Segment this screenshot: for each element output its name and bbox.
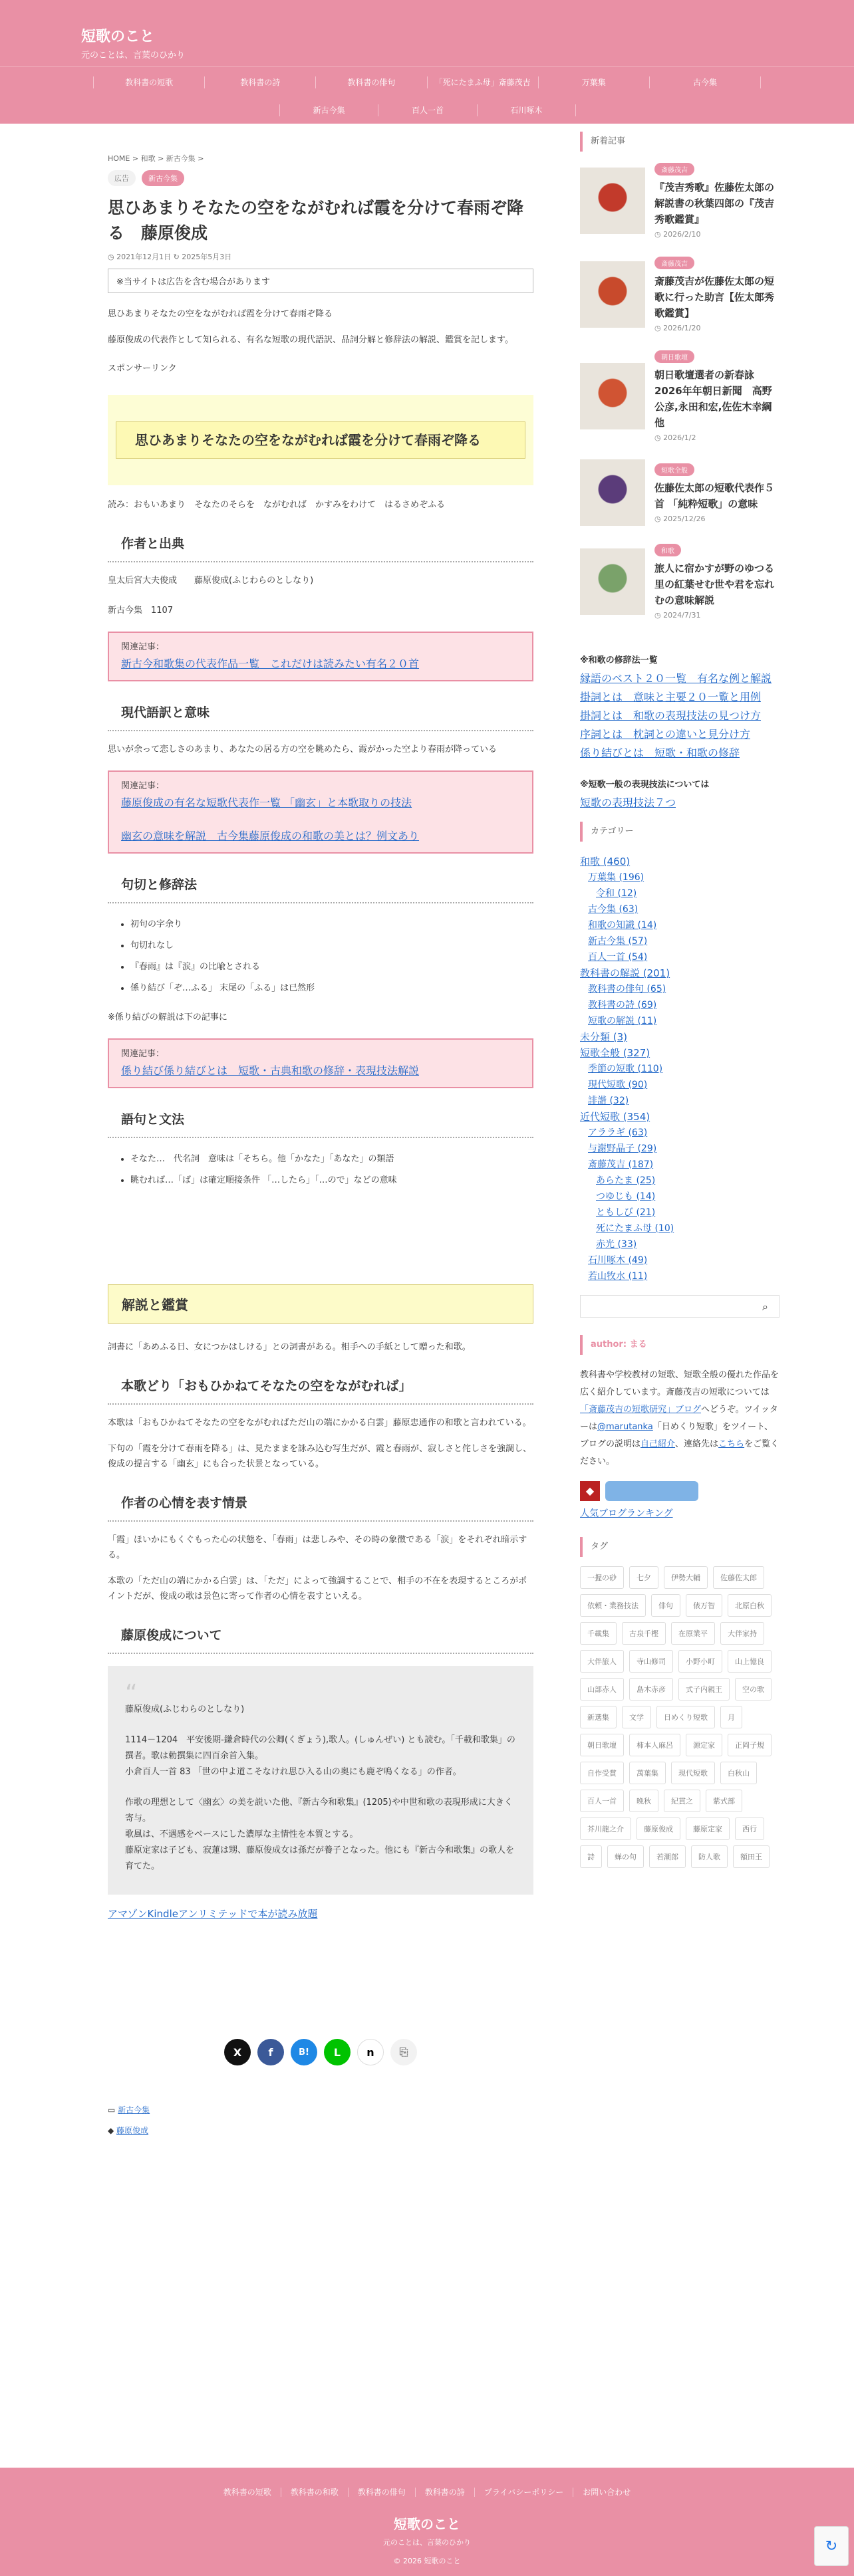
intro-poem: 思ひあまりそなたの空をながむれば霞を分けて春雨ぞ降る <box>108 309 333 319</box>
tag-link[interactable]: 額田王 <box>733 1845 770 1868</box>
technique-note: ※係り結びの解説は下の記事に <box>108 1012 227 1022</box>
tag-link[interactable]: 月 <box>720 1706 742 1728</box>
tag-link[interactable]: 現代短歌 <box>671 1762 715 1784</box>
related-label: 関連記事： <box>121 1049 165 1059</box>
feeling-text-1: 「霞」ほいかにもくぐもった心の状態を、「春雨」は悲しみや、その時の象徴である「涙」をそれぞれ暗示する。 <box>108 1535 527 1560</box>
footer-link[interactable]: 教科書の短歌 <box>223 2488 271 2497</box>
tag-link[interactable]: 詩 <box>580 1845 602 1868</box>
tag-link[interactable]: 依頼・業務技法 <box>580 1594 646 1617</box>
category-link[interactable]: 古今集 (63) <box>588 904 639 915</box>
post-thumbnail[interactable] <box>580 459 645 526</box>
tech-link[interactable]: 序詞とは 枕詞との違いと見分け方 <box>580 728 751 741</box>
bio-line: 作歌の理想として〈幽玄〉の美を説いた他、『新古今和歌集』(1205)や中世和歌の表現形成に大きく寄与。 <box>125 1798 513 1823</box>
tag-link[interactable]: 山部赤人 <box>580 1678 624 1700</box>
tag-link[interactable]: 蝉の句 <box>607 1845 644 1868</box>
category-link[interactable]: 教科書の解説 (201) <box>580 967 670 979</box>
category-link[interactable]: 赤光 (33) <box>596 1239 637 1250</box>
tech-links <box>580 669 780 762</box>
category-link[interactable]: 新古今集 (57) <box>588 936 648 947</box>
category-link[interactable]: つゆじも (14) <box>596 1191 656 1202</box>
tech-heading: ※和歌の修辞法一覧 <box>580 655 658 665</box>
related-link[interactable]: 藤原俊成の有名な短歌代表作一覧 「幽玄」と本歌取りの技法 <box>121 796 412 809</box>
twitter-link[interactable]: @marutanka <box>597 1422 653 1432</box>
author-text: 「日めくり短歌」をツイート、ブログの説明は <box>580 1422 773 1449</box>
heading-feelings: 作者の心情を表す情景 <box>108 1488 533 1522</box>
nav-item[interactable]: 教科書の短歌 <box>93 76 204 88</box>
tag-link[interactable]: 在原業平 <box>671 1622 715 1645</box>
commentary-text: 詞書に「あめふる日、女につかはしける」との詞書がある。相手への手紙として贈った和歌。 <box>108 1342 471 1352</box>
heading-grammar: 語句と文法 <box>108 1104 533 1138</box>
honka-text-2: 下句の「霞を分けて春雨を降る」は、見たままを詠み込む写生だが、霞と春雨が、寂しさと侘しさを強調し、俊成の提言する「幽玄」にも合った状景となっている。 <box>108 1444 532 1469</box>
ranking-banners <box>580 1481 780 1501</box>
post-tag <box>108 2123 533 2139</box>
heading-honkadori: 本歌どり「おもひかねてそなたの空をながむれば」 <box>108 1371 533 1405</box>
category-link[interactable]: アララギ (63) <box>588 1127 648 1138</box>
source-line: 新古今集 1107 <box>108 606 174 616</box>
tag-link[interactable]: 若潮郎 <box>649 1845 686 1868</box>
tag-link[interactable]: 藤原定家 <box>686 1817 730 1840</box>
related-link[interactable]: 係り結び係り結びとは 短歌・古典和歌の修辞・表現技法解説 <box>121 1064 420 1077</box>
tech-link[interactable]: 掛詞とは 和歌の表現技法の見つけ方 <box>580 709 762 722</box>
tag-link[interactable]: 北原白秋 <box>728 1594 772 1617</box>
footer-link[interactable]: 教科書の詩 <box>415 2488 474 2497</box>
search-input[interactable] <box>580 1295 780 1318</box>
post-text <box>654 162 780 239</box>
site-header <box>0 0 854 66</box>
ranking-banner[interactable] <box>605 1481 698 1501</box>
category-link[interactable]: あらたま (25) <box>596 1175 656 1186</box>
category-link[interactable]: 石川啄木 (49) <box>588 1255 648 1266</box>
author-profile <box>580 1367 780 1470</box>
footer-link[interactable]: 教科書の俳句 <box>348 2488 415 2497</box>
tech-link[interactable]: 縁語のベスト２０一覧 有名な例と解説 <box>580 672 772 685</box>
tag-link[interactable]: 新選集 <box>580 1706 617 1728</box>
tag-link[interactable]: 日めくり短歌 <box>656 1706 715 1728</box>
about-link[interactable]: 自己紹介 <box>640 1439 676 1449</box>
global-nav <box>0 66 854 124</box>
tag-link[interactable]: 山上憶良 <box>728 1650 772 1673</box>
related-box-2 <box>108 770 533 854</box>
post-text <box>654 543 780 620</box>
category-link[interactable]: 和歌の知識 (14) <box>588 920 657 931</box>
post-date: ◷ 2026/1/2 <box>654 433 696 442</box>
footer-link[interactable]: 教科書の和歌 <box>281 2488 348 2497</box>
tech-link[interactable]: 掛詞とは 意味と主要２０一覧と用例 <box>580 691 762 703</box>
list-item: • 係り結び「ぞ…ふる」 末尾の「ふる」は已然形 <box>130 978 533 999</box>
post-text <box>654 350 780 442</box>
new-post-item[interactable] <box>580 543 780 620</box>
tag-link[interactable]: 防人歌 <box>691 1845 728 1868</box>
nav-item[interactable]: 新古今集 <box>279 104 378 116</box>
tag-link[interactable]: 伊勢大輔 <box>664 1566 708 1589</box>
tag-link[interactable]: 佐藤佐太郎 <box>713 1566 764 1589</box>
heading-translation: 現代語訳と意味 <box>108 697 533 731</box>
tag-link[interactable]: 小野小町 <box>678 1650 722 1673</box>
bio-line: 藤原定家は子ども、寂蓮は甥、藤原俊成女は孫だが養子となった。他にも『新古今和歌集』の歌人を育てた。 <box>125 1845 515 1871</box>
category-ad: 広告 <box>108 170 136 186</box>
tag-link[interactable]: 式子内親王 <box>678 1678 730 1700</box>
tag-link[interactable]: 朝日歌壇 <box>580 1734 624 1756</box>
category-link[interactable]: 死にたまふ母 (10) <box>596 1223 674 1234</box>
post-category-link[interactable]: 新古今集 <box>118 2105 150 2115</box>
category-link[interactable]: 短歌全般 (327) <box>580 1047 650 1059</box>
quote-icon: “ <box>125 1680 138 1707</box>
list-item: • そなた… 代名詞 意味は「そちら。他「かなた」「あなた」の類語 <box>130 1149 533 1170</box>
post-date: ◷ 2026/1/20 <box>654 324 701 332</box>
nav-item[interactable]: 教科書の俳句 <box>315 76 426 88</box>
bio-line: 小倉百人一首 83 「世の中よ道こそなけれ思ひ入る山の奥にも鹿ぞ鳴くなる」の作者。 <box>125 1767 462 1777</box>
tag-link[interactable]: 大伴家持 <box>720 1622 764 1645</box>
category-link[interactable]: 教科書の詩 (69) <box>588 1000 657 1010</box>
share-buttons <box>108 2039 533 2065</box>
intro-text: 藤原俊成の代表作として知られる、有名な短歌の現代語訳、品詞分解と修辞法の解説、鑑賞を記します。 <box>108 335 513 345</box>
post-title[interactable]: 朝日歌壇選者の新春詠2026年年朝日新聞 高野公彦,永田和宏,佐佐木幸綱他 <box>654 369 772 429</box>
nav-item[interactable]: 「死にたまふ母」斎藤茂吉 <box>427 76 538 88</box>
nav-row-2 <box>279 104 576 116</box>
ranking-badge-icon[interactable]: ◆ <box>580 1481 600 1501</box>
tech-link-2[interactable]: 短歌の表現技法７つ <box>580 796 676 809</box>
category-tree <box>580 854 780 1284</box>
sidebar <box>580 126 780 1868</box>
heading-commentary: 解説と鑑賞 <box>108 1284 533 1324</box>
post-title[interactable]: 斎藤茂吉が佐藤佐太郎の短歌に行った助言【佐太郎秀歌鑑賞】 <box>654 275 775 319</box>
tag-link[interactable]: 紫式部 <box>706 1790 742 1812</box>
category-link[interactable]: 現代短歌 (90) <box>588 1080 648 1090</box>
post-date: ◷ 2025/12/26 <box>654 514 706 523</box>
tag-link[interactable]: 俵万智 <box>686 1594 722 1617</box>
sidebar-heading-category: カテゴリー <box>580 822 780 842</box>
nav-item[interactable]: 古今集 <box>649 76 761 88</box>
site-description: 元のことは、言葉のひかり <box>81 51 186 60</box>
category-link[interactable]: 誹諧 (32) <box>588 1096 629 1106</box>
bio-line: 歌風は、不遇感をベースにした濃厚な主情性を本質とする。 <box>125 1829 358 1839</box>
poem-box <box>108 395 533 485</box>
tag-link[interactable]: 晩秋 <box>629 1790 658 1812</box>
tag-link[interactable]: 七夕 <box>629 1566 658 1589</box>
tag-link[interactable]: 自作受賞 <box>580 1762 624 1784</box>
site-title[interactable]: 短歌のこと <box>81 29 155 45</box>
list-item: • 初句の字余り <box>130 914 533 935</box>
post-thumbnail[interactable] <box>580 168 645 234</box>
nav-item[interactable]: 百人一首 <box>378 104 476 116</box>
poem-reading: 読み：おもいあまり そなたのそらを ながむれば かすみをわけて はるさめぞふる <box>108 500 446 510</box>
tech-heading-2: ※短歌一般の表現技法については <box>580 780 710 790</box>
author-text: 教科書や学校教材の短歌、短歌全般の優れた作品を広く紹介しています。斎藤茂吉の短歌については <box>580 1370 780 1397</box>
category-link[interactable]: 教科書の俳句 (65) <box>588 984 666 995</box>
category-link[interactable]: 万葉集 (196) <box>588 872 644 883</box>
nav-item[interactable]: 石川啄木 <box>477 104 576 116</box>
sponsor-label: スポンサーリンク <box>108 364 177 374</box>
bio-line: 藤原俊成(ふじわらのとしなり) <box>125 1704 245 1714</box>
new-post-item[interactable] <box>580 256 780 332</box>
note-share-icon[interactable]: n <box>357 2039 384 2065</box>
post-thumbnail[interactable] <box>580 261 645 328</box>
x-share-icon[interactable]: X <box>224 2039 251 2065</box>
list-item: • 『春雨』は『涙』の比喩とされる <box>130 957 533 978</box>
tag-link[interactable]: 古泉千樫 <box>622 1622 666 1645</box>
related-box-3 <box>108 1038 533 1088</box>
search-icon[interactable]: ⌕ <box>762 1300 768 1313</box>
facebook-share-icon[interactable]: f <box>257 2039 284 2065</box>
site-footer <box>0 2468 854 2576</box>
new-posts-list <box>580 162 780 620</box>
copyright: © 2026 短歌のこと <box>393 2557 461 2565</box>
category-link[interactable]: 和歌 (460) <box>580 856 631 868</box>
category-link[interactable]: 斎藤茂吉 (187) <box>588 1159 654 1170</box>
author-heading: author: まる <box>580 1335 780 1355</box>
category-link[interactable]: 百人一首 (54) <box>588 952 648 963</box>
category-link[interactable]: 短歌の解説 (11) <box>588 1016 657 1026</box>
copy-link-icon[interactable]: ⎘ <box>390 2039 417 2065</box>
ranking-link[interactable]: 人気ブログランキング <box>580 1508 673 1519</box>
post-dates: ◷ 2021年12月1日 ↻ 2025年5月3日 <box>108 253 232 261</box>
category-link[interactable]: 近代短歌 (354) <box>580 1111 650 1123</box>
tag-link[interactable]: 紀貫之 <box>664 1790 700 1812</box>
tag-link[interactable]: 空の歌 <box>735 1678 772 1700</box>
author-text: へどうぞ。ツイッターは <box>580 1405 778 1432</box>
folder-icon: ▭ <box>108 2105 118 2115</box>
article-title: 思ひあまりそなたの空をながむれば霞を分けて春雨ぞ降る 藤原俊成 <box>108 198 524 243</box>
footer-link[interactable]: プライバシーポリシー <box>474 2488 573 2497</box>
author-text: 、連絡先は <box>675 1439 719 1449</box>
new-post-item[interactable] <box>580 459 780 526</box>
bio-quote <box>108 1666 533 1895</box>
related-box-1 <box>108 632 533 681</box>
footer-nav <box>0 2486 854 2498</box>
post-category-tag: 朝日歌壇 <box>654 350 694 363</box>
post-category-tag: 和歌 <box>654 544 681 556</box>
post-category <box>108 2103 533 2118</box>
post-title[interactable]: 旅人に宿かすが野のゆつる里の紅葉せむ世や君を忘れむの意味解説 <box>654 562 775 606</box>
ad-notice: ※当サイトは広告を含む場合があります <box>108 269 533 293</box>
post-category-tag: 斎藤茂吉 <box>654 257 694 269</box>
nav-item[interactable]: 教科書の詩 <box>204 76 315 88</box>
post-text <box>654 463 780 523</box>
related-label: 関連記事： <box>121 642 165 652</box>
category-link[interactable]: 与謝野晶子 (29) <box>588 1143 657 1154</box>
category-link[interactable]: ともしび (21) <box>596 1207 656 1218</box>
grammar-list <box>108 1149 533 1191</box>
tag-link[interactable]: 俳句 <box>651 1594 680 1617</box>
tag-link[interactable]: 柿本人麻呂 <box>629 1734 680 1756</box>
tag-link[interactable]: 島木赤彦 <box>629 1678 673 1700</box>
tech-link-item <box>580 669 780 688</box>
post-date: ◷ 2024/7/31 <box>654 611 701 620</box>
list-item: • 眺むれば…「ば」は確定順接条件 「…したら」「…ので」などの意味 <box>130 1170 533 1191</box>
footer-link[interactable]: お問い合わせ <box>573 2488 640 2497</box>
honka-text-1: 本歌は「おもひかねてそなたの空をながむればただ山の端にかかる白雲」藤原忠通作の和歌と言われている。 <box>108 1418 531 1428</box>
post-thumbnail[interactable] <box>580 548 645 615</box>
breadcrumb[interactable]: HOME > 和歌 > 新古今集 > <box>108 154 204 163</box>
tag-icon: ◆ <box>108 2126 117 2135</box>
post-thumbnail[interactable] <box>580 363 645 429</box>
tech-link-item <box>580 688 780 707</box>
category-link[interactable]: 若山牧水 (11) <box>588 1271 648 1282</box>
tech-link-item <box>580 744 780 762</box>
heading-author: 作者と出典 <box>108 528 533 562</box>
tech-link[interactable]: 係り結びとは 短歌・和歌の修辞 <box>580 747 740 759</box>
related-link[interactable]: 新古今和歌集の代表作品一覧 これだけは読みたい有名２０首 <box>121 657 420 670</box>
tag-link[interactable]: 源定家 <box>686 1734 722 1756</box>
tag-link[interactable]: 西行 <box>735 1817 764 1840</box>
tag-link[interactable]: 寺山修司 <box>629 1650 673 1673</box>
category-shinkokin[interactable]: 新古今集 <box>142 170 184 186</box>
list-item: • 句切れなし <box>130 935 533 957</box>
footer-desc: 元のことは、言葉のひかり <box>383 2538 471 2547</box>
line-share-icon[interactable]: L <box>324 2039 351 2065</box>
tag-link[interactable]: 千載集 <box>580 1622 617 1645</box>
new-post-item[interactable] <box>580 350 780 442</box>
related-link[interactable]: 幽玄の意味を解説 古今集藤原俊成の和歌の美とは？例文あり <box>121 830 420 842</box>
poem-text: 思ひあまりそなたの空をながむれば霞を分けて春雨ぞ降る <box>116 421 525 459</box>
category-labels <box>108 170 533 187</box>
technique-list <box>108 914 533 999</box>
tag-link[interactable]: 大伴旅人 <box>580 1650 624 1673</box>
category-link[interactable]: 未分類 (3) <box>580 1031 628 1043</box>
tag-cloud <box>580 1566 780 1868</box>
contact-link[interactable]: こちら <box>718 1439 745 1449</box>
sidebar-heading-tags: タグ <box>580 1537 780 1557</box>
post-text <box>654 256 780 332</box>
heading-shunzei: 藤原俊成について <box>108 1620 533 1654</box>
post-tag-link[interactable]: 藤原俊成 <box>116 2126 149 2135</box>
sidebar-heading-new: 新着記事 <box>580 132 780 152</box>
category-link[interactable]: 季節の短歌 (110) <box>588 1064 663 1074</box>
tag-link[interactable]: 萬葉集 <box>629 1762 666 1784</box>
post-category-tag: 斎藤茂吉 <box>654 163 694 176</box>
tag-link[interactable]: 芥川龍之介 <box>580 1817 631 1840</box>
post-title[interactable]: 佐藤佐太郎の短歌代表作５首 「純粋短歌」の意味 <box>654 481 775 510</box>
new-post-item[interactable] <box>580 162 780 239</box>
recaptcha-icon[interactable]: ↻ <box>814 2526 849 2566</box>
tech-link-item <box>580 725 780 744</box>
tech-link-item <box>580 707 780 725</box>
nav-row-1 <box>93 76 761 88</box>
bio-line: 1114－1204 平安後期-鎌倉時代の公卿(くぎょう),歌人。(しゅんぜい) とも読む。「千載和歌集」の撰者。歌は勅撰集に四百余首入集。 <box>125 1735 515 1761</box>
tag-link[interactable]: 正岡子規 <box>728 1734 772 1756</box>
translation-text: 思いが余って恋しさのあまり、あなたの居る方の空を眺めたら、霞がかった空より春雨が降っている <box>108 745 498 755</box>
footer-title[interactable]: 短歌のこと <box>394 2516 460 2532</box>
kindle-link[interactable]: アマゾンKindleアンリミテッドで本が読み放題 <box>108 1908 318 1920</box>
tag-link[interactable]: 白秋山 <box>720 1762 757 1784</box>
author-text: をご覧ください。 <box>580 1439 780 1466</box>
feeling-text-2: 本歌の「ただ山の端にかかる白雲」は、「ただ」によって強調することで、相手の不在を表現するところがポイントだが、俊成の歌は景色に寄って作者の心情を表すといえる。 <box>108 1576 527 1601</box>
heading-techniques: 句切と修辞法 <box>108 870 533 903</box>
tag-link[interactable]: 藤原俊成 <box>637 1817 680 1840</box>
tag-link[interactable]: 百人一首 <box>580 1790 624 1812</box>
tag-link[interactable]: 一握の砂 <box>580 1566 624 1589</box>
tag-link[interactable]: 文学 <box>622 1706 651 1728</box>
related-label: 関連記事： <box>121 781 165 791</box>
main-content <box>108 153 533 2139</box>
author-link[interactable]: 「斎藤茂吉の短歌研究」ブログ <box>580 1405 702 1415</box>
post-category-tag: 短歌全般 <box>654 463 694 476</box>
author-line: 皇太后宮大夫俊成 藤原俊成(ふじわらのとしなり) <box>108 576 314 586</box>
post-title[interactable]: 『茂吉秀歌』佐藤佐太郎の解説書の秋葉四郎の『茂吉秀歌鑑賞』 <box>654 181 775 225</box>
hatena-share-icon[interactable]: B! <box>291 2039 317 2065</box>
category-link[interactable]: 令和 (12) <box>596 888 637 899</box>
nav-item[interactable]: 万葉集 <box>538 76 649 88</box>
post-date: ◷ 2026/2/10 <box>654 230 701 239</box>
